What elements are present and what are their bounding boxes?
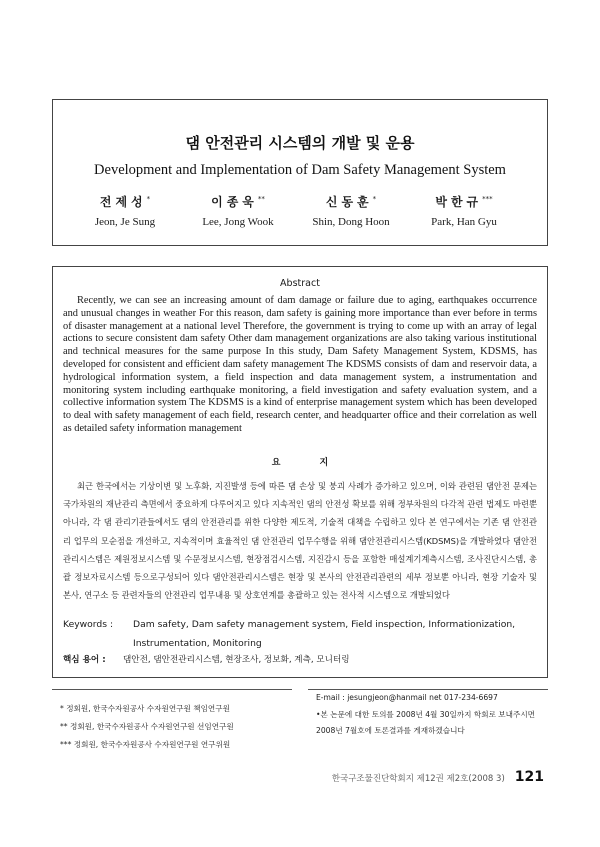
abstract-text: Recently, we can see an increasing amount of dam damage or failure due to aging, earthquakes occurrence and unusual changes in weather For this reason, dam safety is gaining more importance than ever before in terms of disaster management at a national level Therefore, the government is trying to come up with an array of legal actions to secure consistent dam safety Other dam management organizations are also taking various institutional and technical measures for the same purpose In this study, Dam Safety Management System, KDSMS, has developed for consistent and efficient dam safety management The KDSMS consists of dam and reservoir data, a hydrological information system, a field inspection and data management system, a instrumentation and monitoring system including earthquake monitoring, a field investigation and safety evaluation system, and a collective information system The KDSMS is a kind of enterprise management system which has been developed to deal with safety management of each field, research center, and headquarter office and their correlation as well as detailed safety information management xyxy=(63,295,537,434)
author-2-english-name: Lee, Jong Wook xyxy=(202,216,274,228)
author-4-korean-name: 박한규 xyxy=(435,195,483,209)
abstract-box xyxy=(52,266,548,678)
footnote-rule-left xyxy=(52,689,292,690)
author-4-mark: *** xyxy=(482,195,493,203)
keywords-label: Keywords : xyxy=(63,619,114,630)
page-footer xyxy=(332,769,544,785)
footnotes-affiliations xyxy=(60,700,234,754)
keywords xyxy=(63,615,539,653)
author-2-mark: ** xyxy=(257,195,265,203)
discussion-note: •본 논문에 대한 토의를 2008년 4월 30일까지 학회로 보내주시면 2008년 7월호에 토론결과를 게재하겠습니다 xyxy=(316,709,535,735)
footnote-2: ** 정회원, 한국수자원공사 수자원연구원 선임연구원 xyxy=(60,722,234,731)
author-3 xyxy=(291,193,411,228)
page-number: 121 xyxy=(514,769,544,785)
author-1-english-name: Jeon, Je Sung xyxy=(94,216,156,228)
author-3-mark: * xyxy=(372,195,377,203)
author-2 xyxy=(178,193,298,228)
author-3-korean-name: 신동훈 xyxy=(325,195,373,209)
korean-abstract-text: 최근 한국에서는 기상이변 및 노후화, 지진발생 등에 따른 댐 손상 및 붕괴 사례가 증가하고 있으며, 이와 관련된 댐안전 문제는 국가차원의 재난관리 측면에서 중요하게 다루어지고 있다 지속적인 댐의 안전성 확보를 위해 정부차원의 다각적 관련 법제도 마련뿐 아니라, 각 댐 관리기관들에서도 댐의 안전관리를 위한 다양한 제도적, 기술적 대책을 수립하고 있다 본 연구에서는 기존 댐 안전관리 업무의 모순점을 개선하고, 지속적이며 효율적인 댐 안전관리 업무수행을 위해 댐안전관리시스템(KDSMS)을 개발하였다 댐안전관리시스템은 제원정보시스템 및 수문정보시스템, 현장점검시스템, 지진감시 등을 포함한 매설계기계측시스템, 조사진단시스템, 총괄 정보자료시스템 등으로구성되어 있다 댐안전관리시스템은 현장 및 본사의 안전관리관련의 세부 정보뿐 아니라, 현장 기술자 및 본사, 연구소 등 관련자들의 안전관리 업무내용 및 상호연계를 총괄하고 있는 전사적 시스템으로 개발되었다 xyxy=(63,481,537,601)
keywords-text: Dam safety, Dam safety management system, Field inspection, Informationization, Instrumentation, Monitoring xyxy=(133,619,516,649)
author-4-english-name: Park, Han Gyu xyxy=(431,216,497,228)
title-korean: 댐 안전관리 시스템의 개발 및 운용 xyxy=(185,134,415,152)
author-1-korean-name: 전제성 xyxy=(99,195,147,209)
author-4 xyxy=(404,193,524,228)
email-note: E-mail : jesungjeon@hanmail net 017-234-6697 xyxy=(316,693,498,702)
korean-abstract-heading: 요 지 xyxy=(271,458,347,468)
journal-info: 한국구조물진단학회지 제12권 제2호(2008 3) xyxy=(331,774,505,784)
title-box xyxy=(52,99,548,246)
author-list xyxy=(53,193,547,233)
author-1-mark: * xyxy=(146,195,151,203)
abstract-heading: Abstract xyxy=(280,278,320,289)
korean-keywords xyxy=(63,653,539,665)
title-english: Development and Implementation of Dam Safety Management System xyxy=(94,162,506,178)
korean-keywords-label: 핵심 용어 : xyxy=(63,655,106,665)
korean-keywords-text: 댐안전, 댐안전관리시스템, 현장조사, 정보화, 계측, 모니터링 xyxy=(123,655,350,665)
footnotes-contact xyxy=(316,690,541,740)
footnote-3: *** 정회원, 한국수자원공사 수자원연구원 연구위원 xyxy=(60,740,231,749)
author-3-english-name: Shin, Dong Hoon xyxy=(312,216,390,228)
author-1 xyxy=(65,193,185,228)
author-2-korean-name: 이종욱 xyxy=(211,195,258,209)
footnote-1: * 정회원, 한국수자원공사 수자원연구원 책임연구원 xyxy=(60,704,230,713)
